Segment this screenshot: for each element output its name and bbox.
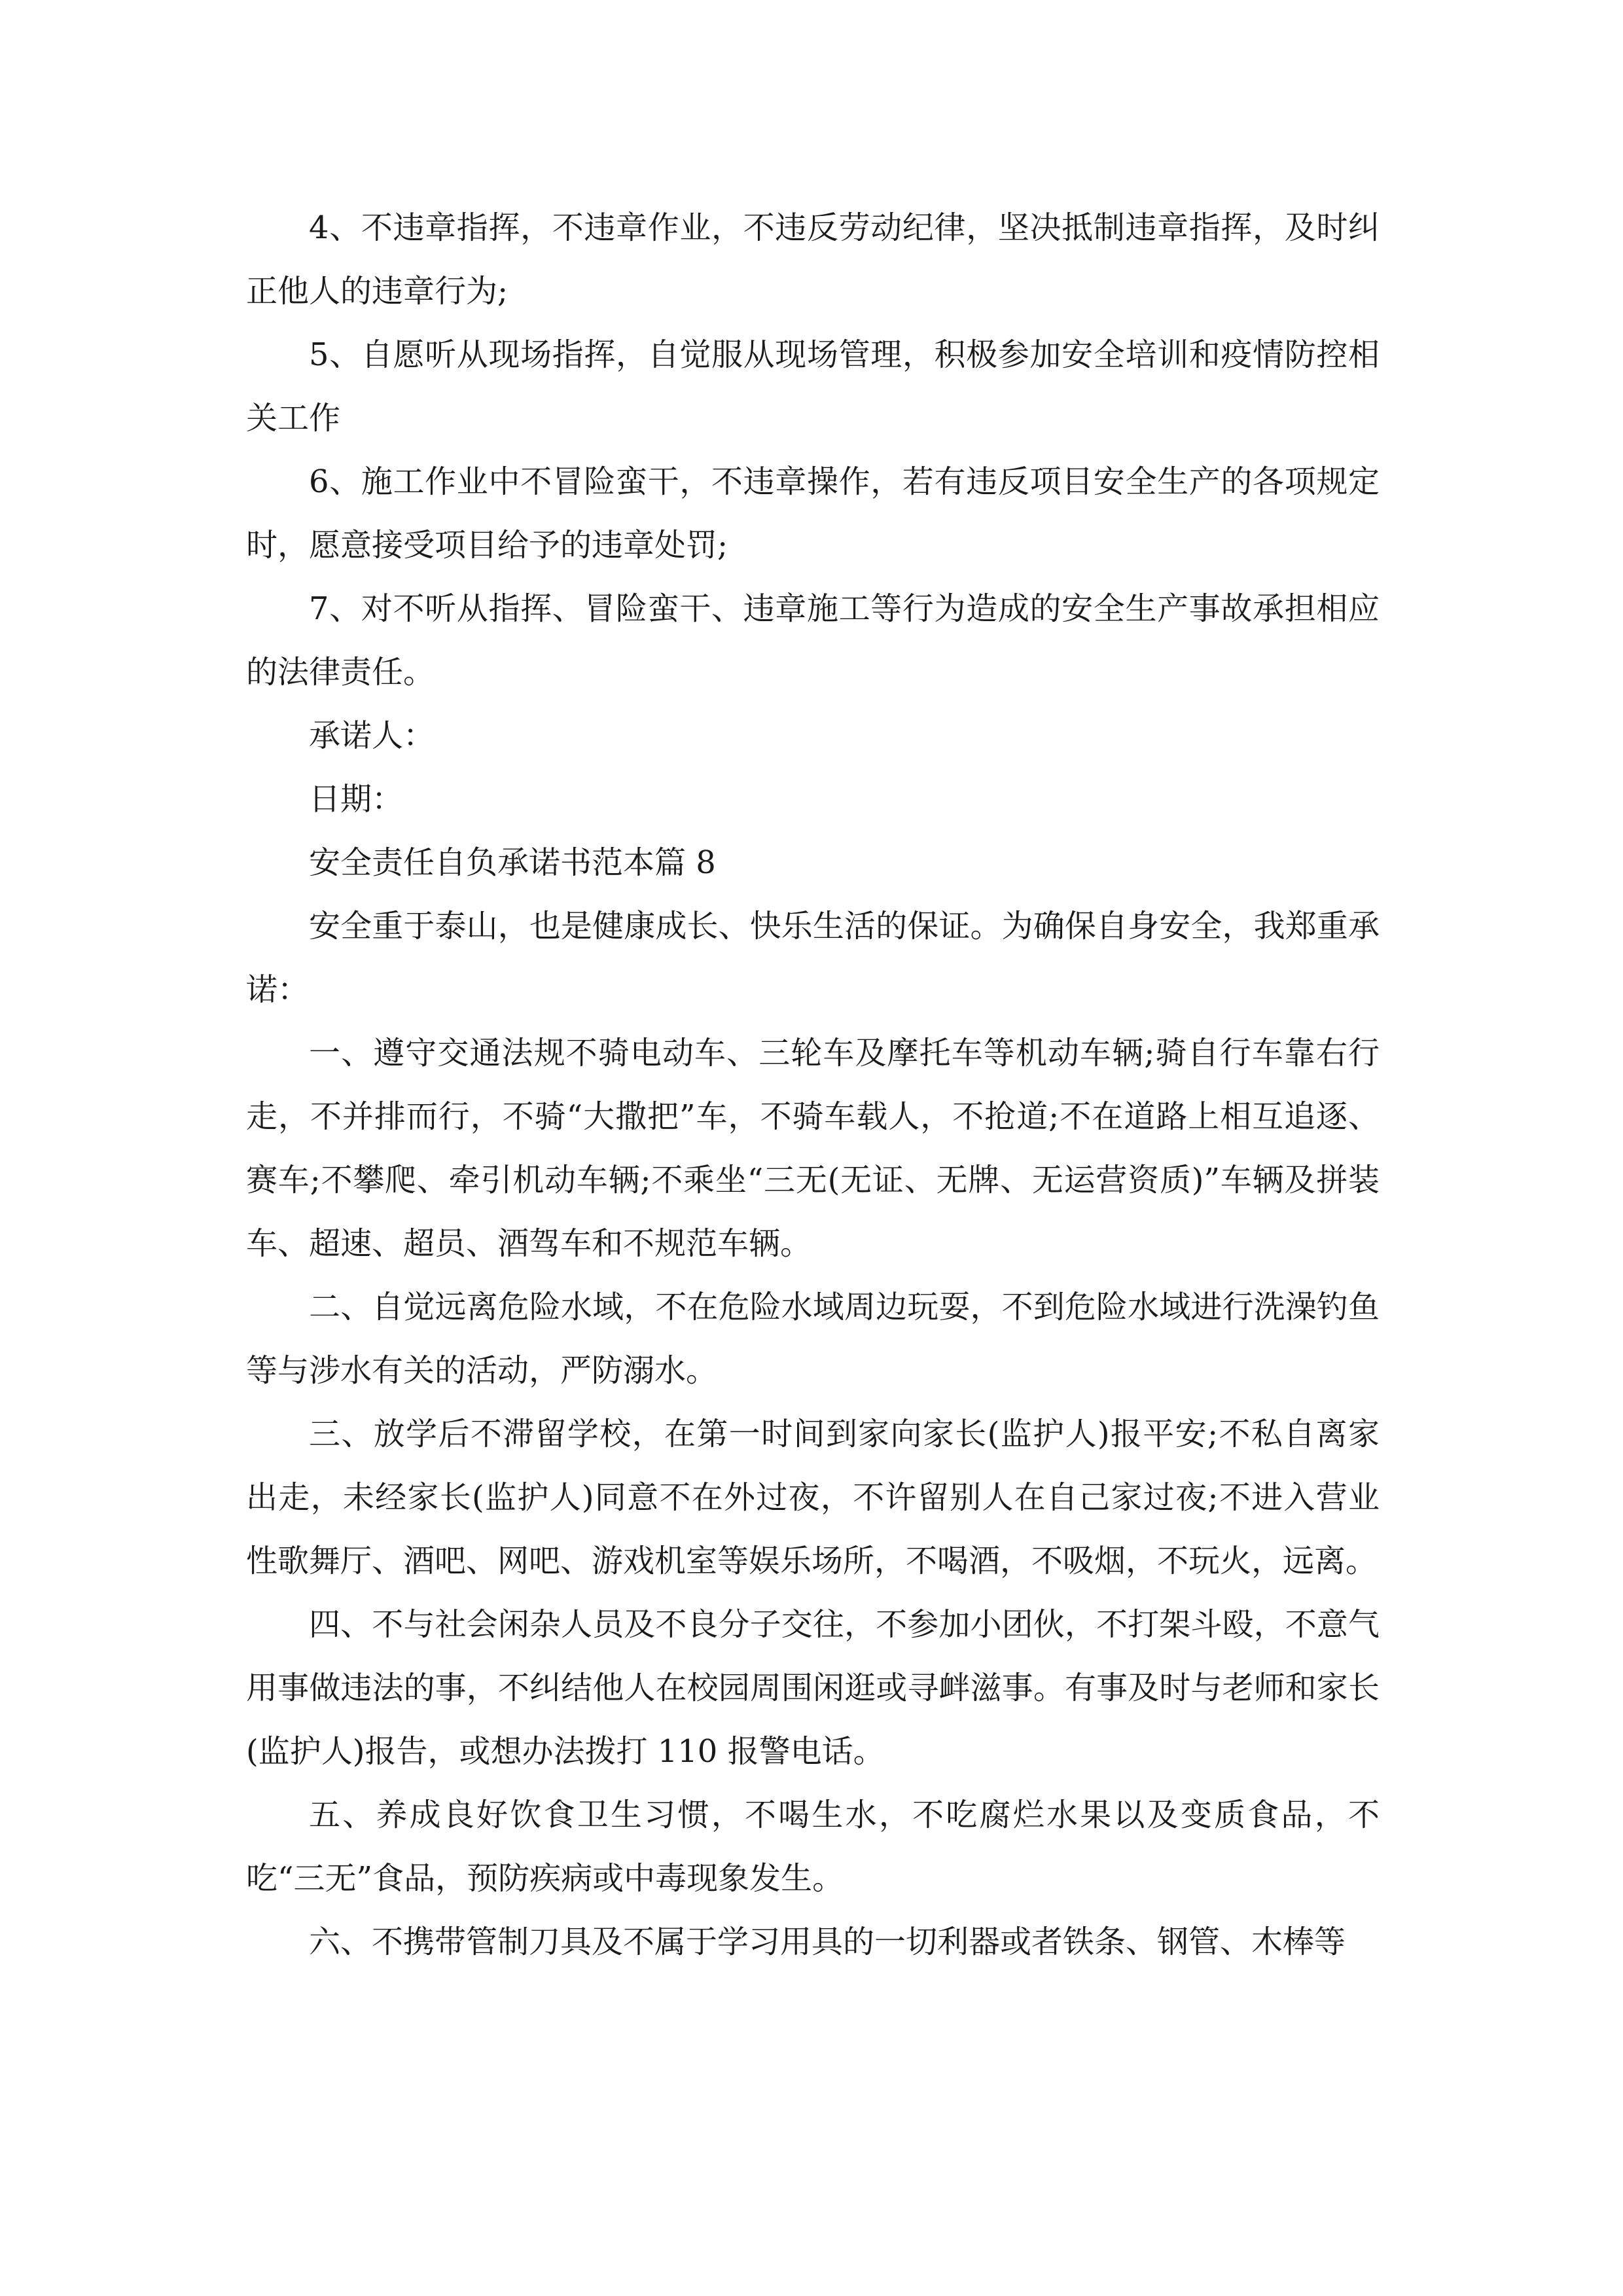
- paragraph-item-one: 一、遵守交通法规不骑电动车、三轮车及摩托车等机动车辆;骑自行车靠右行走，不并排而行，不骑“大撒把”车，不骑车载人，不抢道;不在道路上相互追逐、赛车;不攀爬、牵引机动车辆;不乘坐“三无(无证、无牌、无运营资质)”车辆及拼装车、超速、超员、酒驾车和不规范车辆。: [246, 1035, 1380, 1262]
- paragraph-item-two: 二、自觉远离危险水域，不在危险水域周边玩耍，不到危险水域进行洗澡钓鱼等与涉水有关的活动，严防溺水。: [246, 1289, 1380, 1389]
- paragraph-item-6: 6、施工作业中不冒险蛮干，不违章操作，若有违反项目安全生产的各项规定时，愿意接受项目给予的违章处罚;: [246, 463, 1380, 564]
- paragraph-item-4: 4、不违章指挥，不违章作业，不违反劳动纪律，坚决抵制违章指挥，及时纠正他人的违章行为;: [246, 209, 1380, 310]
- date-label: 日期：: [309, 781, 404, 817]
- paragraph-item-five: 五、养成良好饮食卫生习惯，不喝生水，不吃腐烂水果以及变质食品，不吃“三无”食品，预防疾病或中毒现象发生。: [246, 1797, 1380, 1897]
- paragraph-item-four: 四、不与社会闲杂人员及不良分子交往，不参加小团伙，不打架斗殴，不意气用事做违法的事，不纠结他人在校园周围闲逛或寻衅滋事。有事及时与老师和家长(监护人)报告，或想办法拨打 110 报警电话。: [246, 1606, 1380, 1770]
- paragraph-item-three: 三、放学后不滞留学校，在第一时间到家向家长(监护人)报平安;不私自离家出走，未经家长(监护人)同意不在外过夜，不许留别人在自己家过夜;不进入营业性歌舞厅、酒吧、网吧、游戏机室等娱乐场所，不喝酒，不吸烟，不玩火，远离。: [246, 1416, 1380, 1579]
- paragraph-item-7: 7、对不听从指挥、冒险蛮干、违章施工等行为造成的安全生产事故承担相应的法律责任。: [246, 590, 1380, 691]
- paragraph-item-six: 六、不携带管制刀具及不属于学习用具的一切利器或者铁条、钢管、木棒等: [309, 1924, 1346, 1960]
- promisor-label: 承诺人：: [309, 717, 435, 754]
- document-body: [246, 196, 1380, 1974]
- intro-paragraph: 安全重于泰山，也是健康成长、快乐生活的保证。为确保自身安全，我郑重承诺：: [246, 908, 1380, 1008]
- section-title: 安全责任自负承诺书范本篇 8: [309, 844, 716, 881]
- paragraph-item-5: 5、自愿听从现场指挥，自觉服从现场管理，积极参加安全培训和疫情防控相关工作: [246, 336, 1380, 437]
